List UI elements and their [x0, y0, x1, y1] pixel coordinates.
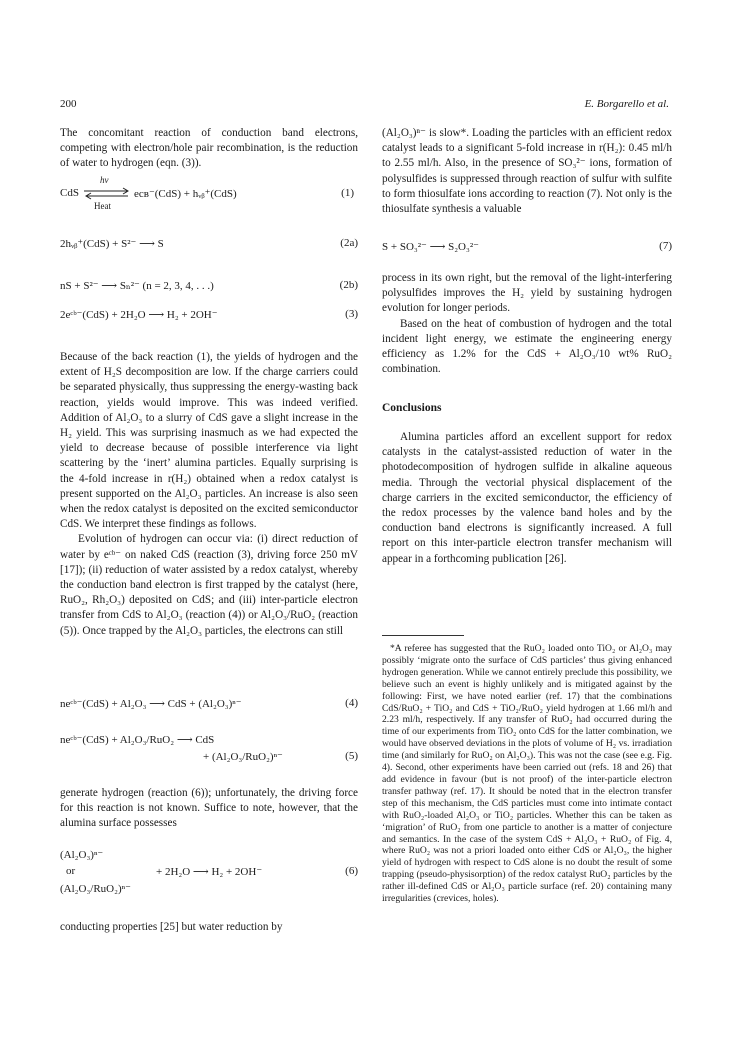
footnote: *A referee has suggested that the RuO₂ loaded onto TiO₂ or Al₂O₃ may possibly ‘migrate onto the surface of CdS particles’ thus giving enhanced hydrogen generation. While we cannot entirely preclude this possibility, we believe such an event is highly unlikely and is mitigated against by the following: First, we have noted earlier (ref. 17) that the combinations CdS/RuO₂ + TiO₂ and CdS + TiO₂/RuO₂ yield hydrogen at 1.66 ml/h and 2.23 ml/h, respectively. If any transfer of RuO₂ had occurred during the time of our experiments from TiO₂ onto CdS for the latter combination, we would have observed deviations in the plots of volume of H₂ vs. irradiation time (and similarly for RuO₂ on Al₂O₃). This was not the case (see e.g. Fig. 4). Second, other experiments have been carried out (refs. 18 and 26) that add evidence in favour (but is not proof) of the inter-particle electron transfer pathway (ref. 17). It should be noted that in the electron transfer step of this mechanism, the CdS particles must come into intimate contact with RuO₂-loaded Al₂O₃ or TiO₂ particles. Whether this can be taken as ‘migration’ of RuO₂ from one particle to another is a matter of conjecture and semantics. In the case of the system CdS + Al₂O₃ + RuO₂ of Fig. 4, where RuO₂ was not a priori loaded onto either CdS or Al₂O₃, the higher yield of hydrogen with respect to CdS alone is no doubt the result of some trapping (pseudo-physisorption) of the redox catalyst RuO₂ particles by the rather ill-defined CdS or Al₂O₃ particle surface (ref. 20) containing many irregularities (crevices, holes). [382, 643, 672, 905]
left-para-2: Because of the back reaction (1), the yields of hydrogen and the extent of H₂S decomposition are low. If the charge carriers could be separated physically, thus suppressing the energy-wasting back reaction, yields would improve. This was indeed verified. Addition of Al₂O₃ to a slurry of CdS gave a slight increase in the H₂ yield. This was surprising inasmuch as we had expected the yield to decrease because of possible interference via light scattering by the ‘inert’ alumina particles. Equally surprising is the 4-fold increase in r(H₂) obtained when a redox catalyst is present supported on the Al₂O₃ particles. An increase is also seen when the redox catalyst is deposited on the excited semiconductor CdS. We interpret these findings as follows. Evolution of hydrogen can occur via: (i) direct reduction of water by eᶜᵇ⁻ on naked CdS (reaction (3), driving force 250 mV [17]); (ii) reduction of water assisted by a redox catalyst, whereby the conduction band electron is first trapped by the catalyst (here, RuO₂, Rh₂O₃) deposited on CdS; and (iii) inter-particle electron transfer from CdS to Al₂O₃ (reaction (4)) or Al₂O₃/RuO₂ (reaction (5)). Once trapped by the Al₂O₃ particles, the electrons can still [60, 351, 358, 637]
equation-6: (Al₂O₃)ⁿ⁻ or + 2H₂O ⟶ H₂ + 2OH⁻ (Al₂O₃/RuO₂)ⁿ⁻ (6) [60, 849, 358, 895]
right-para-1: (Al₂O₃)ⁿ⁻ is slow*. Loading the particles with an efficient redox catalyst leads to a significant 5-fold increase in r(H₂): 0.45 ml/h to 2.55 ml/h. Also, in the presence of SO₃²⁻ ions, formation of polysulfides is suppressed through reaction of sulfur with sulfite to form thiosulfate ions according to reaction (7). Not only is the thiosulfate synthesis a valuable [382, 127, 672, 216]
left-para-5: conducting properties [25] but water reduction by [60, 921, 283, 933]
equation-5: neᶜᵇ⁻(CdS) + Al₂O₃/RuO₂ ⟶ CdS + (Al₂O₃/RuO₂)ⁿ⁻ (5) [60, 734, 358, 763]
running-head: E. Borgarello et al. [584, 98, 669, 110]
conclusions-text: Alumina particles afford an excellent support for redox catalysts in the catalyst-assisted reduction of water in the photodecomposition of hydrogen sulfide in alkaline aqueous media. Through the vectorial physical displacement of the charge carriers in the excited semiconductor, the efficiency of the redox processes by the valence band holes and by the conduction band electrons is significantly increased. A full report on this inter-particle electron transfer mechanism will appear in a forthcoming publication [26]. [382, 431, 672, 565]
page-number: 200 [60, 98, 77, 110]
eq5-number: (5) [345, 750, 358, 762]
eq2b-number: (2b) [339, 279, 358, 291]
equation-2b: nS + S²⁻ ⟶ Sₙ²⁻ (n = 2, 3, 4, . . .) (2b) [60, 279, 358, 292]
footnote-rule [382, 635, 464, 636]
eq1-number: (1) [341, 187, 354, 199]
eq7-number: (7) [659, 240, 672, 252]
equation-1 [60, 175, 358, 215]
eq1-below: Heat [94, 201, 111, 211]
eq1-above: hν [100, 175, 109, 185]
eq3-number: (3) [345, 308, 358, 320]
eq1-equilibrium-arrow [84, 187, 130, 201]
eq1-right: eсв⁻(CdS) + hᵥᵦ⁺(CdS) [134, 188, 237, 200]
eq1-left: CdS [60, 187, 79, 199]
right-para-2: process in its own right, but the removal of the light-interfering polysulfides improves the H₂ yield by sustaining hydrogen evolution for longer periods. Based on the heat of combustion of hydrogen and the total incident light energy, we estimate the engineering energy efficiency as 1.2% for the CdS + Al₂O₃/10 wt% RuO₂ combination. [382, 272, 672, 376]
conclusions-heading: Conclusions [382, 402, 442, 414]
left-para-1: The concomitant reaction of conduction band electrons, competing with electron/hole pair recombination, is the reduction of water to hydrogen (eqn. (3)). [60, 127, 358, 170]
eq4-number: (4) [345, 697, 358, 709]
eq2a-number: (2a) [340, 237, 358, 249]
equation-2a: 2hᵥᵦ⁺(CdS) + S²⁻ ⟶ S (2a) [60, 237, 358, 250]
eq6-number: (6) [345, 865, 358, 877]
equation-4: neᶜᵇ⁻(CdS) + Al₂O₃ ⟶ CdS + (Al₂O₃)ⁿ⁻ (4) [60, 697, 358, 710]
left-para-4: generate hydrogen (reaction (6)); unfortunately, the driving force for this reaction is not known. Suffice to note, however, that the alumina surface possesses [60, 787, 358, 830]
equation-3: 2eᶜᵇ⁻(CdS) + 2H₂O ⟶ H₂ + 2OH⁻ (3) [60, 308, 358, 321]
equation-7: S + SO₃²⁻ ⟶ S₂O₃²⁻ (7) [382, 240, 672, 253]
